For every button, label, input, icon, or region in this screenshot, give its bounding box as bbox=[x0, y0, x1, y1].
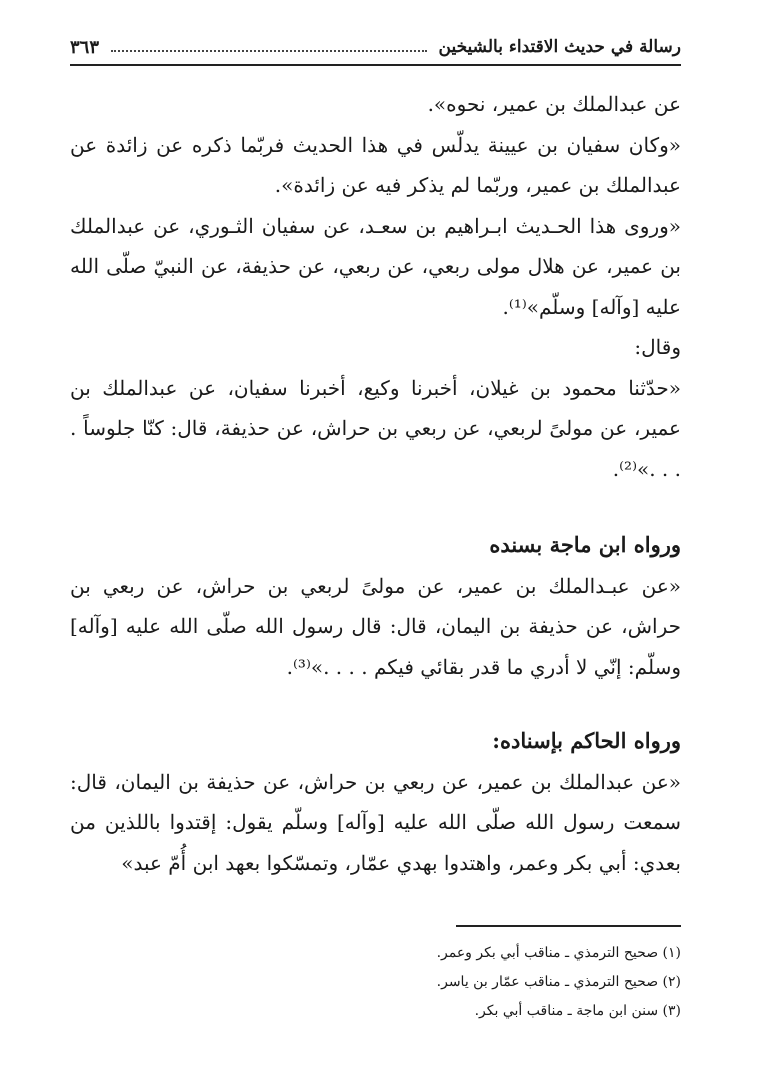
section-text-hakim: «عن عبدالملك بن عمير، عن ربعي بن حراش، عن حذيفة بن اليمان، قال: سمعت رسول الله صلّى الله عليه [وآله] وسلّم يقول: إقتدوا باللذين من بعدي: أبي بكر وعمر، واهتدوا بهدي عمّار، وتمسّكوا بعهد ابن أُمّ عبد» bbox=[70, 769, 681, 875]
section-text-ibn-maja: «عن عبـدالملك بن عمير، عن مولىً لربعي بن حراش، عن ربعي بن حراش، عن حذيفة بن اليمان، قال: قال رسول الله صلّى الله عليه [وآله] وسلّم: إنّي لا أدري ما قدر بقائي فيكم . . . .»⁽³⁾. bbox=[70, 573, 681, 679]
paragraph-5: «حدّثنا محمود بن غيلان، أخبرنا وكيع، أخبرنا سفيان، عن عبدالملك بن عمير، عن مولىً لربعي، عن ربعي بن حراش، عن حذيفة، قال: كنّا جلوساً . . . .»⁽²⁾. bbox=[70, 375, 681, 481]
paragraph-3: «وروى هذا الحـديث ابـراهيم بن سعـد، عن سفيان الثـوري، عن عبدالملك بن عمير، عن هلال مولى ربعي، عن ربعي، عن حذيفة، عن النبيّ صلّى الله عليه [وآله] وسلّم»⁽¹⁾. bbox=[70, 213, 681, 319]
paragraph-2: «وكان سفيان بن عيينة يدلّس في هذا الحديث فربّما ذكره عن زائدة عن عبدالملك بن عمير، وربّما لم يذكر فيه عن زائدة». bbox=[70, 132, 681, 197]
footnote-divider bbox=[456, 925, 681, 927]
paragraph-1: عن عبدالملك بن عمير، نحوه». bbox=[427, 92, 681, 116]
footnote-2: (٢) صحيح الترمذي ـ مناقب عمّار بن ياسر. bbox=[436, 974, 681, 990]
paragraph-4: وقال: bbox=[634, 335, 681, 359]
header-leader-dots bbox=[111, 50, 426, 52]
section-spacer bbox=[70, 687, 681, 721]
running-header bbox=[70, 30, 681, 66]
footnote-1: (١) صحيح الترمذي ـ مناقب أبي بكر وعمر. bbox=[436, 945, 681, 961]
footnote-3: (٣) سنن ابن ماجة ـ مناقب أبي بكر. bbox=[474, 1003, 681, 1019]
section-heading-ibn-maja: ورواه ابن ماجة بسنده bbox=[489, 532, 681, 557]
header-title: رسالة في حديث الاقتداء بالشيخين bbox=[438, 37, 681, 57]
page-body bbox=[70, 84, 681, 883]
page-number: ٣٦٣ bbox=[70, 36, 100, 58]
section-heading-hakim: ورواه الحاكم بإسناده: bbox=[492, 728, 681, 753]
footnotes bbox=[70, 925, 681, 1026]
section-spacer bbox=[70, 489, 681, 525]
